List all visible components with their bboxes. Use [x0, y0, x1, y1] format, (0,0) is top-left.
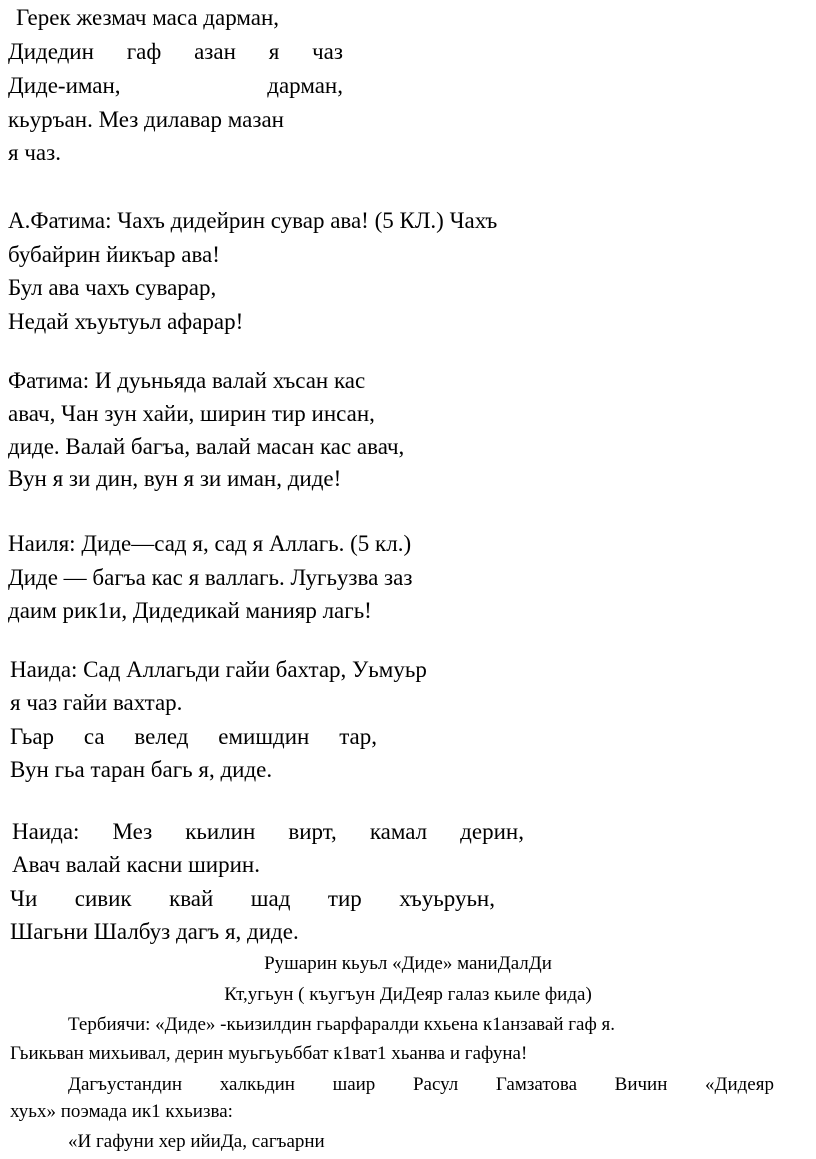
word: Вичин [614, 1074, 668, 1095]
word: дарман, [267, 73, 343, 98]
word: гаф [126, 39, 162, 64]
word: «Дидеяр [705, 1074, 774, 1095]
word: чаз [312, 39, 343, 64]
stanza5-line3 [10, 723, 377, 751]
word: шад [250, 886, 291, 911]
word: вирт, [288, 819, 337, 844]
word: тар, [339, 724, 377, 749]
stanza2-line2: бубайрин йикъар ава! [8, 242, 220, 267]
paragraph2-line1 [68, 1073, 774, 1097]
word: Наида: [12, 819, 80, 844]
word: Дидедин [8, 39, 94, 64]
stanza1-line1: Герек жезмач маса дарман, [16, 5, 280, 30]
stanza5-line2: я чаз гайи вахтар. [10, 690, 183, 715]
stanza6-line4: Шагьни Шалбуз дагъ я, диде. [10, 919, 299, 944]
word: кьилин [185, 819, 256, 844]
stanza1-line2 [8, 38, 343, 66]
stanza1-line5: я чаз. [8, 140, 61, 165]
quote-line: «И гафуни хер ийиДа, сагъарни [68, 1131, 325, 1152]
stanza4-line3: даим рик1и, Дидедикай манияр лагь! [8, 598, 372, 623]
word: са [83, 724, 105, 749]
stanza2-line3: Бул ава чахъ суварар, [8, 275, 217, 300]
word: тир [327, 886, 362, 911]
paragraph2-line2: хуьх» поэмада ик1 кхьизва: [10, 1101, 233, 1122]
stanza6-line2: Авач валай касни ширин. [12, 852, 260, 877]
word: велед [134, 724, 189, 749]
stanza2-line1: А.Фатима: Чахъ дидейрин сувар ава! (5 КЛ.) Чахъ [8, 208, 498, 233]
stanza1-line4: кьуръан. Мез дилавар мазан [8, 107, 284, 132]
word: азан [194, 39, 236, 64]
word: дерин, [460, 819, 524, 844]
stanza3-line4: Вун я зи дин, вун я зи иман, диде! [8, 466, 342, 491]
stanza6-line1 [12, 818, 524, 846]
stanza5-line1: Наида: Сад Аллагьди гайи бахтар, Уьмуьр [10, 657, 427, 682]
section-subtitle: Кт,угьун ( къугъун ДиДеяр галаз кьиле фида) [224, 984, 592, 1005]
stanza2-line4: Недай хъуьтуьл афарар! [8, 309, 244, 334]
stanza5-line4: Вун гьа таран багь я, диде. [10, 757, 273, 782]
word: я [268, 39, 280, 64]
word: камал [369, 819, 428, 844]
word: Диде-иман, [8, 73, 121, 98]
word: халкьдин [219, 1074, 295, 1095]
paragraph1-line2: Гьикьван михьивал, дерин муьгьуьббат к1ват1 хьанва и гафуна! [10, 1043, 528, 1064]
word: Дагъустандин [68, 1074, 183, 1095]
word: Расул [412, 1074, 459, 1095]
word: Гьар [10, 724, 55, 749]
stanza4-line1: Наиля: Диде—сад я, сад я Аллагь. (5 кл.) [8, 531, 412, 556]
word: шаир [332, 1074, 376, 1095]
word: квай [169, 886, 214, 911]
word: хъуьруьн, [399, 886, 495, 911]
stanza3-line1: Фатима: И дуьньяда валай хъсан кас [8, 368, 366, 393]
stanza3-line3: диде. Валай багъа, валай масан кас авач, [8, 434, 405, 459]
word: Мез [112, 819, 153, 844]
word: Гамзатова [495, 1074, 578, 1095]
stanza4-line2: Диде — багъа кас я валлагь. Лугьузва заз [8, 565, 413, 590]
stanza3-line2: авач, Чан зун хайи, ширин тир инсан, [8, 401, 375, 426]
paragraph1-line1: Тербиячи: «Диде» -кьизилдин гьарфаралди кхьена к1анзавай гаф я. [68, 1014, 616, 1035]
stanza1-line3 [8, 72, 343, 100]
section-title: Рушарин кьуьл «Диде» маниДалДи [264, 953, 552, 974]
word: емишдин [218, 724, 310, 749]
word: Чи [10, 886, 38, 911]
word: сивик [74, 886, 132, 911]
stanza6-line3 [10, 885, 495, 913]
